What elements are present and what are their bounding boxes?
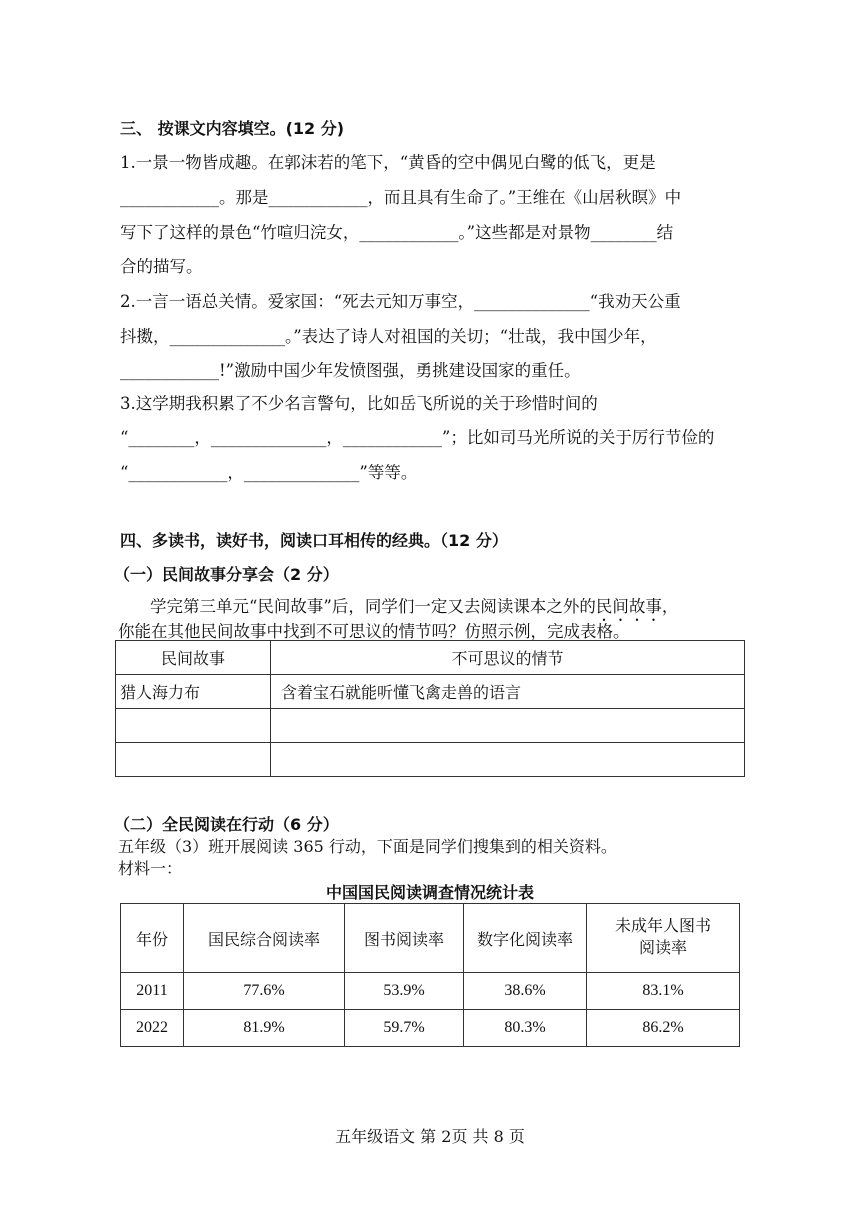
table-title: 中国国民阅读调查情况统计表 xyxy=(325,883,534,902)
table-cell: 80.3% xyxy=(464,1010,587,1047)
section-3-heading: 三、 按课文内容填空。(12 分) xyxy=(120,119,345,138)
reading-survey-table xyxy=(120,903,740,1047)
section-3-line: ____________!”激励中国少年发愤图强，勇挑建设国家的重任。 xyxy=(120,361,581,380)
section-3-line: “________，______________，____________”；比如司马光所说的关于厉行节俭的 xyxy=(120,428,715,447)
section-3-line: 1.一景一物皆成趣。在郭沫若的笔下，“黄昏的空中偶见白鹭的低飞，更是 xyxy=(120,153,656,172)
part-1-text-line-2: 你能在其他民间故事中找到不可思议的情节吗？仿照示例，完成表格。 xyxy=(118,622,630,641)
table-header-cell: 年份 xyxy=(121,904,184,973)
table-row xyxy=(116,641,745,675)
table-row xyxy=(116,743,745,777)
table-header-cell: 图书阅读率 xyxy=(345,904,464,973)
table-header-cell: 数字化阅读率 xyxy=(464,904,587,973)
table-row xyxy=(121,1010,740,1047)
section-3-line: 合的描写。 xyxy=(120,257,203,276)
table-row xyxy=(116,675,745,709)
table-header-cell: 民间故事 xyxy=(116,641,271,675)
table-cell: 38.6% xyxy=(464,973,587,1010)
table-header-cell xyxy=(587,904,740,973)
section-3-line: ____________。那是____________，而且具有生命了。”王维在《山居秋暝》中 xyxy=(120,188,682,207)
section-3-line: 2.一言一语总关情。爱家国：“死去元知万事空，______________“我劝天公重 xyxy=(120,292,681,311)
part-2-intro: 五年级（3）班开展阅读 365 行动，下面是同学们搜集到的相关资料。 xyxy=(118,837,617,856)
section-3-line: 写下了这样的景色“竹喧归浣女，____________。”这些都是对景物________结 xyxy=(120,223,674,242)
part-2-heading: （二）全民阅读在行动（6 分） xyxy=(114,815,339,834)
table-cell: 81.9% xyxy=(184,1010,345,1047)
material-label: 材料一： xyxy=(118,859,183,878)
header-line: 未成年人图书 xyxy=(614,918,711,935)
table-row xyxy=(121,904,740,973)
table-cell-blank[interactable] xyxy=(271,709,745,743)
table-cell-blank[interactable] xyxy=(116,709,271,743)
table-cell: 86.2% xyxy=(587,1010,740,1047)
section-3-line: 3.这学期我积累了不少名言警句，比如岳飞所说的关于珍惜时间的 xyxy=(120,394,598,413)
table-cell: 猎人海力布 xyxy=(116,675,271,709)
table-cell: 83.1% xyxy=(587,973,740,1010)
table-cell-blank[interactable] xyxy=(271,743,745,777)
table-cell: 59.7% xyxy=(345,1010,464,1047)
part-1-heading: （一）民间故事分享会（2 分） xyxy=(114,565,339,584)
table-cell: 53.9% xyxy=(345,973,464,1010)
section-4-heading: 四、多读书，读好书，阅读口耳相传的经典。（12 分） xyxy=(120,531,508,550)
section-3-line: “____________，______________”等等。 xyxy=(120,463,418,482)
table-row xyxy=(121,973,740,1010)
table-cell: 含着宝石就能听懂飞禽走兽的语言 xyxy=(271,675,745,709)
table-cell-blank[interactable] xyxy=(116,743,271,777)
table-cell: 77.6% xyxy=(184,973,345,1010)
page-footer: 五年级语文 第 2页 共 8 页 xyxy=(335,1127,525,1146)
table-row xyxy=(116,709,745,743)
part-1-text-line-1: 学完第三单元“民间故事”后，同学们一定又去阅读课本之外的民间故事， xyxy=(150,597,679,616)
table-cell: 2011 xyxy=(121,973,184,1010)
table-header-cell: 国民综合阅读率 xyxy=(184,904,345,973)
folk-story-table xyxy=(115,640,745,777)
header-line: 阅读率 xyxy=(638,940,687,957)
section-3-line: 抖擞，______________。”表达了诗人对祖国的关切；“壮哉，我中国少年， xyxy=(120,327,657,346)
table-header-cell: 不可思议的情节 xyxy=(271,641,745,675)
table-cell: 2022 xyxy=(121,1010,184,1047)
